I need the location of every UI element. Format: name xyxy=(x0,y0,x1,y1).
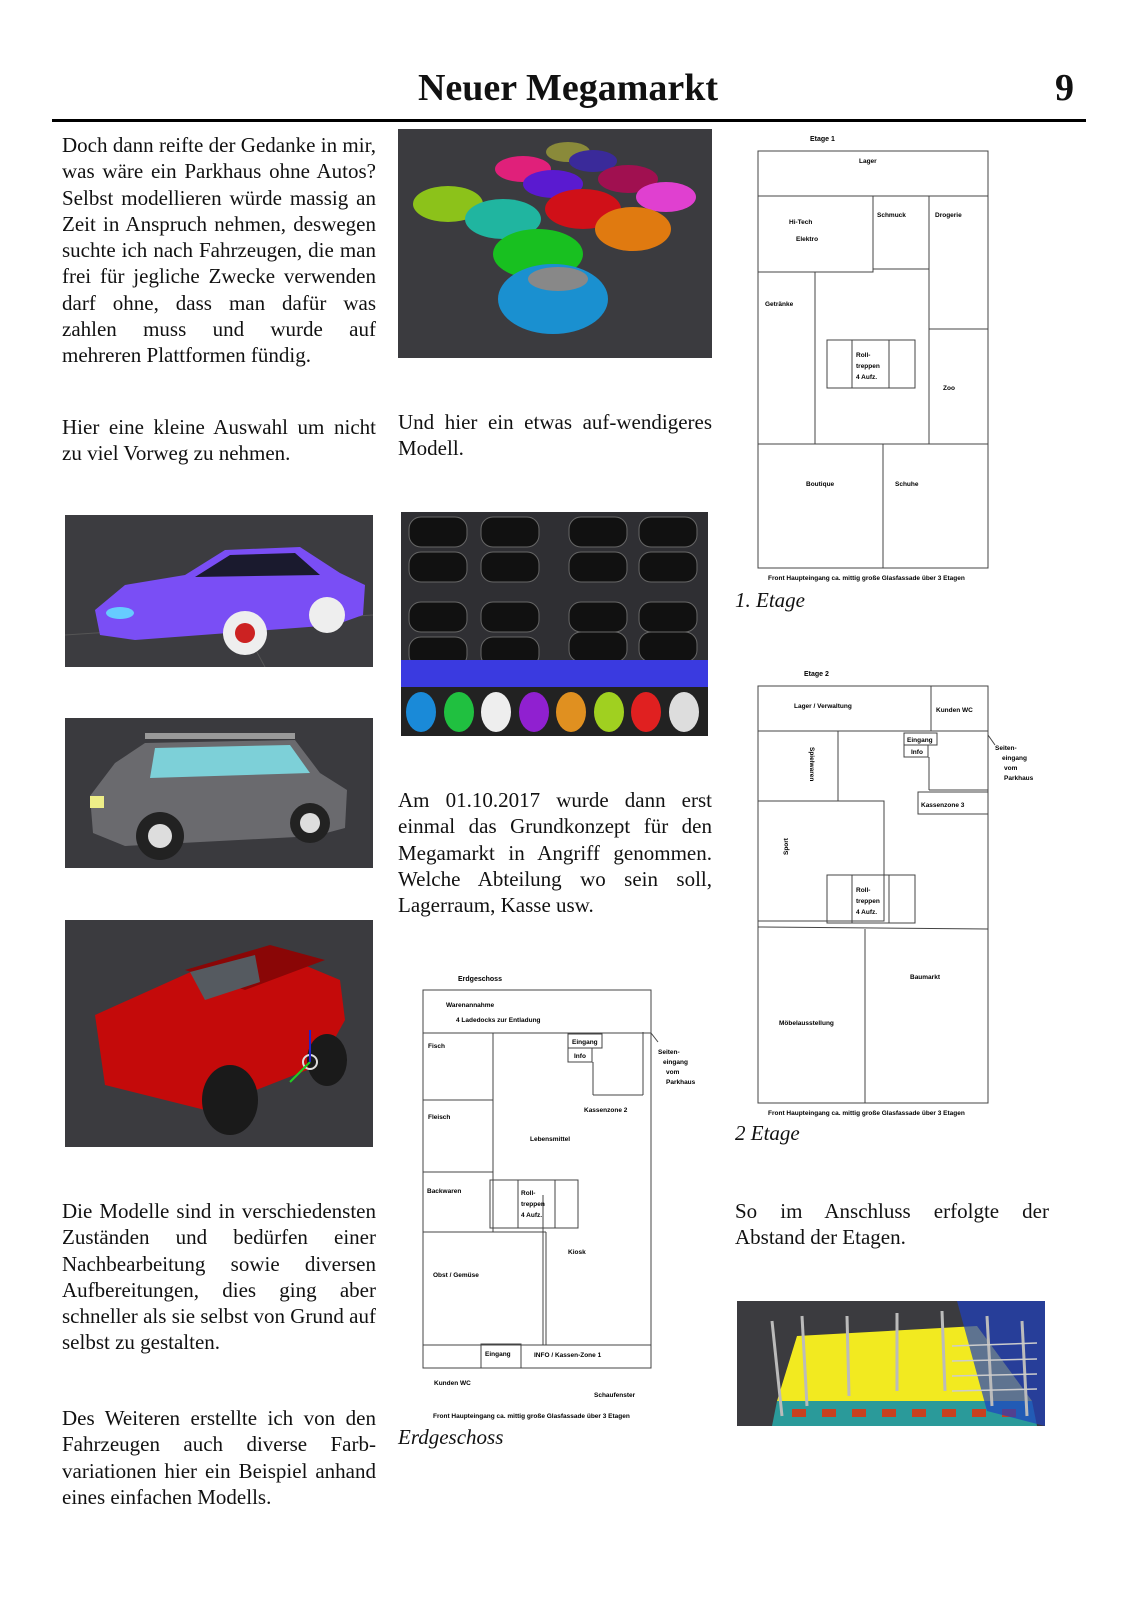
plan-label: Info xyxy=(574,1053,586,1060)
plan-label: Drogerie xyxy=(935,212,962,219)
plan-label: Elektro xyxy=(796,236,819,243)
plan-label: Roll- xyxy=(856,887,871,894)
plan-label: treppen xyxy=(856,363,880,370)
plan-label: Schuhe xyxy=(895,481,919,488)
etage1-plan xyxy=(752,130,1052,588)
plan-label: Fisch xyxy=(428,1043,445,1050)
plan-label: Roll- xyxy=(521,1190,536,1197)
intro-paragraph: Doch dann reifte der Gedanke in mir, was wäre ein Parkhaus ohne Autos? Selbst modellieren würde massig an Zeit in Anspruch nehmen, deswegen suchte ich nach Fahrzeugen, die man frei für jegliche Zwecke verwenden darf ohne, dass man dafür was zahlen muss und wurde auf mehreren Plattformen fündig. xyxy=(62,133,376,368)
models-paragraph: Die Modelle sind in verschiedensten Zuständen und bedürfen einer Nachbearbeitung sowie diversen Aufbereitungen, dies ging aber schneller als sie selbst von Grund auf selbst zu gestalten. xyxy=(62,1199,376,1355)
floors-distance-paragraph: So im Anschluss erfolgte der Abstand der Etagen. xyxy=(735,1199,1049,1250)
plan-label: Backwaren xyxy=(427,1188,462,1195)
plan-label: Parkhaus xyxy=(1004,775,1034,782)
concept-paragraph: Am 01.10.2017 wurde dann erst einmal das Grundkonzept für den Megamarkt in Angriff genommen. Welche Abteilung wo sein soll, Lagerraum, Kasse usw. xyxy=(398,788,712,918)
ground-floor-caption: Erdgeschoss xyxy=(398,1425,504,1449)
plan-label: Obst / Gemüse xyxy=(433,1272,479,1279)
advanced-model-paragraph: Und hier ein etwas auf-wendigeres Modell. xyxy=(398,410,712,461)
plan-label: eingang xyxy=(663,1059,688,1066)
plan-label: Lager / Verwaltung xyxy=(794,703,852,710)
plan-label: INFO / Kassen-Zone 1 xyxy=(534,1352,602,1359)
plan-label: Schaufenster xyxy=(594,1392,636,1399)
colored-cars-render xyxy=(398,129,712,358)
etage2-caption: 2 Etage xyxy=(735,1121,800,1145)
color-variations-paragraph: Des Weiteren erstellte ich von den Fahrzeugen auch diverse Farb-variationen hier ein Beispiel anhand eines einfachen Modells. xyxy=(62,1406,376,1509)
plan-label: Lebensmittel xyxy=(530,1136,571,1143)
selection-paragraph: Hier eine kleine Auswahl um nicht zu viel Vorweg zu nehmen. xyxy=(62,415,376,466)
page-number: 9 xyxy=(1055,67,1074,109)
plan-label: Lager xyxy=(859,158,877,165)
plan-label: Kassenzone 3 xyxy=(921,802,965,809)
plan-label: Fleisch xyxy=(428,1114,451,1121)
plan-label: Warenannahme xyxy=(446,1002,495,1009)
ground-floor-plan xyxy=(418,970,708,1425)
etage2-plan xyxy=(752,665,1052,1123)
plan-title: Erdgeschoss xyxy=(458,976,502,983)
plan-label: Front Haupteingang ca. mittig große Glasfassade über 3 Etagen xyxy=(768,1110,965,1117)
plan-label: Etage 1 xyxy=(810,136,835,143)
plan-label: Kassenzone 2 xyxy=(584,1107,628,1114)
plan-label: Spielwaren xyxy=(808,747,815,782)
etage1-caption: 1. Etage xyxy=(735,588,805,612)
plan-label: Eingang xyxy=(485,1351,511,1358)
plan-label: Eingang xyxy=(907,737,933,744)
plan-label: Sport xyxy=(783,838,790,855)
purple-sedan-render xyxy=(65,515,373,667)
plan-label: Boutique xyxy=(806,481,835,488)
plan-label: vom xyxy=(1004,765,1018,772)
plan-label: Kiosk xyxy=(568,1249,586,1256)
header-rule xyxy=(52,119,1086,122)
plan-label: Kunden WC xyxy=(434,1380,471,1387)
plan-label: Hi-Tech xyxy=(789,219,813,226)
plan-label: treppen xyxy=(521,1201,545,1208)
plan-label: 4 Ladedocks zur Entladung xyxy=(456,1017,541,1024)
plan-label: Front Haupteingang ca. mittig große Glasfassade über 3 Etagen xyxy=(768,575,965,582)
convertible-variants-render xyxy=(401,512,708,736)
plan-label: Etage 2 xyxy=(804,671,829,678)
plan-label: Seiten- xyxy=(658,1049,680,1056)
plan-label: Front Haupteingang ca. mittig große Glasfassade über 3 Etagen xyxy=(433,1413,630,1420)
red-hummer-render xyxy=(65,920,373,1147)
plan-label: vom xyxy=(666,1069,680,1076)
plan-label: treppen xyxy=(856,898,880,905)
plan-label: 4 Aufz. xyxy=(521,1212,543,1219)
plan-label: Roll- xyxy=(856,352,871,359)
gray-suv-render xyxy=(65,718,373,868)
plan-label: Parkhaus xyxy=(666,1079,696,1086)
plan-label: Möbelausstellung xyxy=(779,1020,834,1027)
plan-label: 4 Aufz. xyxy=(856,374,878,381)
plan-label: Kunden WC xyxy=(936,707,973,714)
plan-label: Baumarkt xyxy=(910,974,940,981)
plan-label: Info xyxy=(911,749,923,756)
plan-label: eingang xyxy=(1002,755,1027,762)
plan-label: Eingang xyxy=(572,1039,598,1046)
plan-label: Schmuck xyxy=(877,212,906,219)
page-title: Neuer Megamarkt xyxy=(417,67,719,109)
floor-structure-render xyxy=(737,1301,1045,1426)
plan-label: Zoo xyxy=(943,385,955,392)
plan-label: 4 Aufz. xyxy=(856,909,878,916)
plan-label: Getränke xyxy=(765,301,794,308)
plan-label: Seiten- xyxy=(995,745,1017,752)
